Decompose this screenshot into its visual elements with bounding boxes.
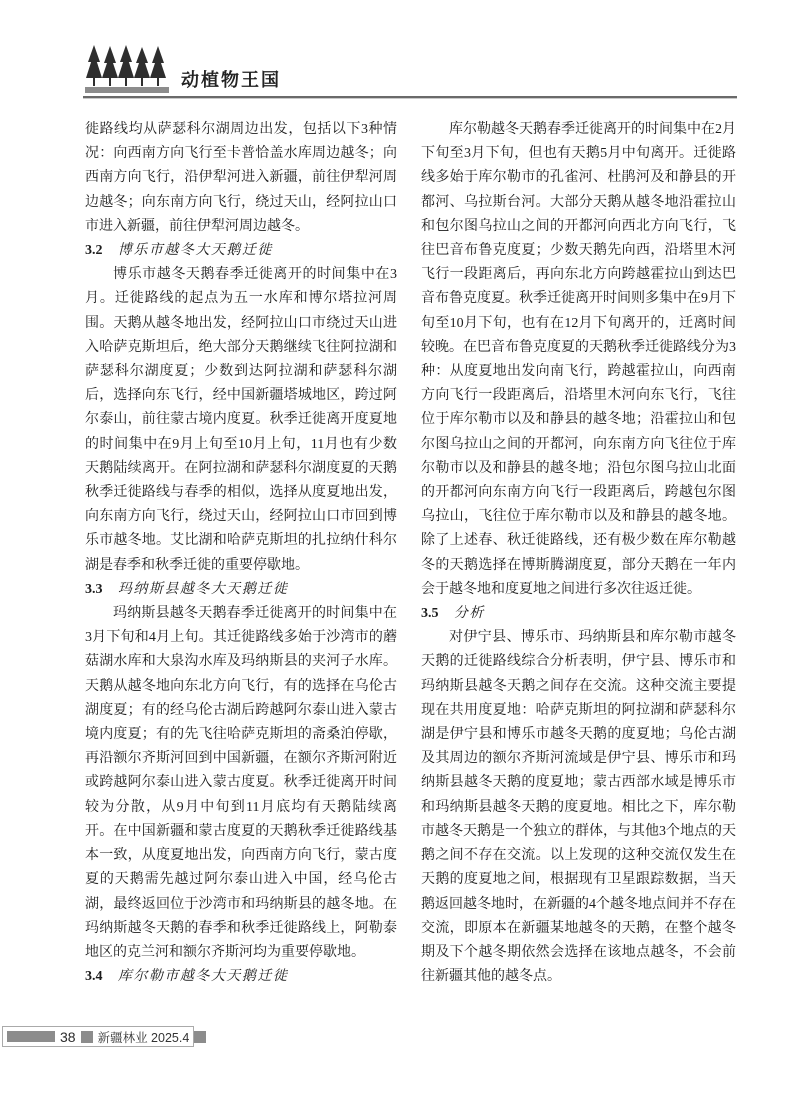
section-heading-3-5 bbox=[421, 602, 736, 626]
section-heading-3-4 bbox=[85, 965, 397, 989]
paragraph-continuation: 徙路线均从萨瑟科尔湖周边出发，包括以下3种情况：向西南方向飞行至卡普恰盖水库周边越冬；向西南方向飞行，沿伊犁河进入新疆，前往伊犁河周边越冬；向东南方向飞行，绕过天山，经阿拉山口市进入新疆，前往伊犁河周边越冬。 bbox=[85, 122, 397, 234]
section-heading-3-2 bbox=[85, 239, 397, 263]
section-title: 玛纳斯县越冬大天鹅迁徙 bbox=[117, 581, 289, 597]
journal-title: 新疆林业 2025.4 bbox=[97, 1030, 190, 1045]
left-text-column bbox=[85, 118, 397, 989]
trees-logo-icon bbox=[85, 42, 169, 94]
right-text-column bbox=[421, 118, 736, 989]
section-title: 库尔勒市越冬大天鹅迁徙 bbox=[117, 969, 289, 985]
footer-lead-bar bbox=[7, 1031, 55, 1042]
section-title: 博乐市越冬大天鹅迁徙 bbox=[117, 243, 273, 259]
page-footer bbox=[2, 1026, 194, 1047]
column-section-label: 动植物王国 bbox=[181, 70, 281, 90]
footer-separator-square bbox=[194, 1031, 206, 1043]
section-number: 3.3 bbox=[85, 581, 103, 597]
footer-separator-square bbox=[81, 1031, 93, 1043]
section-title: 分析 bbox=[453, 606, 485, 622]
header-divider bbox=[83, 96, 737, 99]
section-heading-3-3 bbox=[85, 578, 397, 602]
section-body-3-2: 博乐市越冬天鹅春季迁徙离开的时间集中在3月。迁徙路线的起点为五一水库和博尔塔拉河周围。天鹅从越冬地出发，经阿拉山口市绕过天山进入哈萨克斯坦后，绝大部分天鹅继续飞往阿拉湖和萨瑟科尔湖度夏；少数到达阿拉湖和萨瑟科尔湖后，选择向东飞行，经中国新疆塔城地区，跨过阿尔泰山，前往蒙古境内度夏。秋季迁徙离开度夏地的时间集中在9月上旬至10月上旬，11月也有少数天鹅陆续离开。在阿拉湖和萨瑟科尔湖度夏的天鹅秋季迁徙路线与春季的相似，选择从度夏地出发，向东南方向飞行，绕过天山，经阿拉山口市回到博乐市越冬地。艾比湖和哈萨克斯坦的扎拉纳什科尔湖是春季和秋季迁徙的重要停歇地。 bbox=[85, 267, 397, 573]
page-header bbox=[85, 42, 737, 98]
page-number: 38 bbox=[60, 1028, 76, 1045]
section-number: 3.2 bbox=[85, 243, 103, 259]
section-number: 3.4 bbox=[85, 969, 103, 985]
section-number: 3.5 bbox=[421, 606, 439, 622]
section-body-3-3: 玛纳斯县越冬天鹅春季迁徙离开的时间集中在3月下旬和4月上旬。其迁徙路线多始于沙湾市的蘑菇湖水库和大泉沟水库及玛纳斯县的夹河子水库。天鹅从越冬地向东北方向飞行，有的选择在乌伦古湖度夏；有的经乌伦古湖后跨越阿尔泰山进入蒙古境内度夏；有的先飞往哈萨克斯坦的斋桑泊停歇，再沿额尔齐斯河回到中国新疆，在额尔齐斯河附近或跨越阿尔泰山进入蒙古度夏。秋季迁徙离开时间较为分散，从9月中旬到11月底均有天鹅陆续离开。在中国新疆和蒙古度夏的天鹅秋季迁徙路线基本一致，从度夏地出发，向西南方向飞行，蒙古度夏的天鹅需先越过阿尔泰山进入中国，经乌伦古湖，最终返回位于沙湾市和玛纳斯县的越冬地。在玛纳斯越冬天鹅的春季和秋季迁徙路线上，阿勒泰地区的克兰河和额尔齐斯河均为重要停歇地。 bbox=[85, 606, 397, 960]
section-body-3-5: 对伊宁县、博乐市、玛纳斯县和库尔勒市越冬天鹅的迁徙路线综合分析表明，伊宁县、博乐市和玛纳斯县越冬天鹅之间存在交流。这种交流主要提现在共用度夏地：哈萨克斯坦的阿拉湖和萨瑟科尔湖是伊宁县和博乐市越冬天鹅的度夏地；乌伦古湖及其周边的额尔齐斯河流域是伊宁县、博乐市和玛纳斯县越冬天鹅的度夏地；蒙古西部水域是博乐市和玛纳斯县越冬天鹅的度夏地。相比之下，库尔勒市越冬天鹅是一个独立的群体，与其他3个地点的天鹅之间不存在交流。以上发现的这种交流仅发生在天鹅的度夏地之间，根据现有卫星跟踪数据，当天鹅返回越冬地时，在新疆的4个越冬地点间并不存在交流，即原本在新疆某地越冬的天鹅，在整个越冬期及下个越冬期依然会选择在该地点越冬，不会前往新疆其他的越冬点。 bbox=[421, 630, 736, 985]
section-body-3-4: 库尔勒越冬天鹅春季迁徙离开的时间集中在2月下旬至3月下旬，但也有天鹅5月中旬离开。迁徙路线多始于库尔勒市的孔雀河、杜鹃河及和静县的开都河、乌拉斯台河。大部分天鹅从越冬地沿霍拉山和包尔图乌拉山之间的开都河向西北方向飞行，飞往巴音布鲁克度夏；少数天鹅先向西，沿塔里木河飞行一段距离后，再向东北方向跨越霍拉山到达巴音布鲁克度夏。秋季迁徙离开时间则多集中在9月下旬至10月下旬，也有在12月下旬离开的，迁离时间较晚。在巴音布鲁克度夏的天鹅秋季迁徙路线分为3种：从度夏地出发向南飞行，跨越霍拉山，向西南方向飞行一段距离后，沿塔里木河向东飞行，飞往位于库尔勒市以及和静县的越冬地；沿霍拉山和包尔图乌拉山之间的开都河，向东南方向飞往位于库尔勒市以及和静县的越冬地；沿包尔图乌拉山北面的开都河向东南方向飞行一段距离后，跨越包尔图乌拉山，飞往位于库尔勒市以及和静县的越冬地。除了上述春、秋迁徙路线，还有极少数在库尔勒越冬的天鹅选择在博斯腾湖度夏，部分天鹅在一年内会于越冬地和度夏地之间进行多次往返迁徙。 bbox=[421, 122, 736, 597]
